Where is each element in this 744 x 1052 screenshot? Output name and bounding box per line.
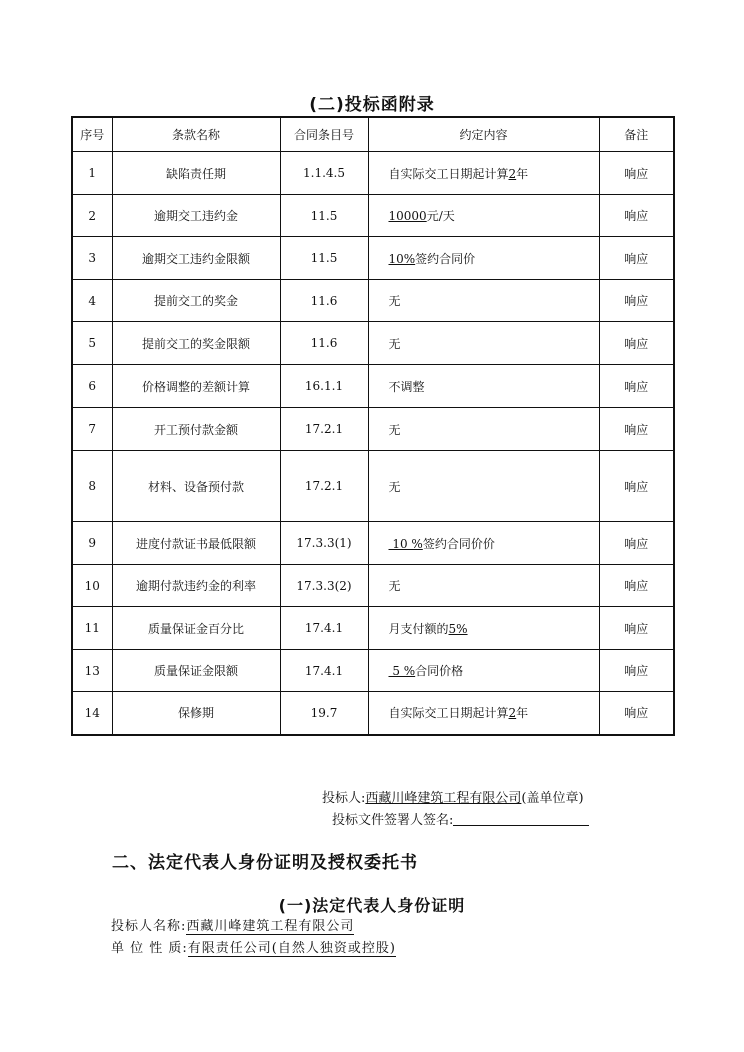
table-row bbox=[72, 565, 674, 607]
row-name: 逾期交工违约金限额 bbox=[112, 237, 280, 280]
row-content bbox=[368, 565, 599, 607]
row-no: 11 bbox=[72, 607, 112, 650]
table-row bbox=[72, 451, 674, 522]
table-row bbox=[72, 280, 674, 322]
content-post: 合同价格 bbox=[415, 664, 464, 678]
signer-line bbox=[322, 810, 589, 832]
row-name: 缺陷责任期 bbox=[112, 152, 280, 195]
table-row bbox=[72, 322, 674, 365]
section-title: 二、法定代表人身份证明及授权委托书 bbox=[112, 853, 418, 873]
content-u: 5 % bbox=[388, 664, 416, 678]
row-name: 价格调整的差额计算 bbox=[112, 365, 280, 408]
table-row bbox=[72, 607, 674, 650]
appendix-table bbox=[71, 116, 675, 736]
row-name: 保修期 bbox=[112, 692, 280, 735]
unit-nature-value: 有限责任公司(自然人独资或控股) bbox=[187, 941, 396, 956]
row-name: 材料、设备预付款 bbox=[112, 451, 280, 522]
content-pre: 无 bbox=[388, 336, 401, 351]
subsection-title: (一)法定代表人身份证明 bbox=[278, 896, 466, 915]
row-name: 提前交工的奖金限额 bbox=[112, 322, 280, 365]
row-no: 1 bbox=[72, 152, 112, 195]
row-no: 14 bbox=[72, 692, 112, 735]
signer-label: 投标文件签署人签名: bbox=[332, 813, 454, 828]
row-content bbox=[368, 237, 599, 280]
header-clause: 合同条目号 bbox=[280, 117, 368, 152]
row-content bbox=[368, 607, 599, 650]
row-remark: 响应 bbox=[599, 365, 674, 408]
row-no: 6 bbox=[72, 365, 112, 408]
row-clause: 17.3.3(1) bbox=[280, 522, 368, 565]
bidder-name-value: 西藏川峰建筑工程有限公司 bbox=[186, 919, 355, 934]
content-u: 2 bbox=[508, 706, 517, 721]
row-clause: 17.4.1 bbox=[280, 650, 368, 692]
signature-block bbox=[322, 788, 589, 832]
row-name: 进度付款证书最低限额 bbox=[112, 522, 280, 565]
row-remark: 响应 bbox=[599, 408, 674, 451]
row-name: 提前交工的奖金 bbox=[112, 280, 280, 322]
row-no: 5 bbox=[72, 322, 112, 365]
row-clause: 11.5 bbox=[280, 237, 368, 280]
bidder-suffix: (盖单位章) bbox=[521, 791, 584, 806]
row-no: 10 bbox=[72, 565, 112, 607]
header-name: 条款名称 bbox=[112, 117, 280, 152]
table-row bbox=[72, 522, 674, 565]
bidder-line bbox=[322, 788, 589, 810]
row-content bbox=[368, 650, 599, 692]
unit-nature-line bbox=[111, 938, 396, 960]
row-remark: 响应 bbox=[599, 152, 674, 195]
content-post: 签约合同价 bbox=[415, 251, 476, 266]
table-row bbox=[72, 237, 674, 280]
row-clause: 11.6 bbox=[280, 322, 368, 365]
header-no: 序号 bbox=[72, 117, 112, 152]
row-remark: 响应 bbox=[599, 451, 674, 522]
content-u: 2 bbox=[508, 166, 517, 181]
table-row bbox=[72, 365, 674, 408]
content-post: 年 bbox=[516, 706, 529, 721]
row-name: 质量保证金百分比 bbox=[112, 607, 280, 650]
row-content bbox=[368, 322, 599, 365]
row-clause: 1.1.4.5 bbox=[280, 152, 368, 195]
row-content bbox=[368, 522, 599, 565]
row-no: 13 bbox=[72, 650, 112, 692]
row-no: 7 bbox=[72, 408, 112, 451]
row-content bbox=[368, 365, 599, 408]
row-remark: 响应 bbox=[599, 280, 674, 322]
bidder-label: 投标人: bbox=[322, 791, 366, 806]
row-clause: 19.7 bbox=[280, 692, 368, 735]
row-clause: 11.6 bbox=[280, 280, 368, 322]
row-content bbox=[368, 195, 599, 237]
row-clause: 16.1.1 bbox=[280, 365, 368, 408]
content-post: 签约合同价价 bbox=[422, 536, 495, 551]
row-name: 逾期交工违约金 bbox=[112, 195, 280, 237]
row-content bbox=[368, 280, 599, 322]
content-pre: 不调整 bbox=[388, 379, 425, 394]
row-remark: 响应 bbox=[599, 650, 674, 692]
info-block bbox=[111, 916, 396, 960]
row-no: 4 bbox=[72, 280, 112, 322]
bidder-name-label: 投标人名称: bbox=[111, 919, 187, 934]
content-pre: 无 bbox=[388, 422, 401, 437]
row-remark: 响应 bbox=[599, 237, 674, 280]
row-remark: 响应 bbox=[599, 692, 674, 735]
row-no: 2 bbox=[72, 195, 112, 237]
row-remark: 响应 bbox=[599, 607, 674, 650]
bidder-name-line bbox=[111, 916, 396, 938]
content-u: 10000 bbox=[388, 209, 427, 223]
table-row bbox=[72, 152, 674, 195]
row-remark: 响应 bbox=[599, 565, 674, 607]
unit-nature-label: 单 位 性 质: bbox=[111, 941, 188, 956]
row-remark: 响应 bbox=[599, 195, 674, 237]
row-remark: 响应 bbox=[599, 522, 674, 565]
row-clause: 17.2.1 bbox=[280, 451, 368, 522]
table-row bbox=[72, 692, 674, 735]
content-u: 5% bbox=[448, 621, 468, 636]
header-content: 约定内容 bbox=[368, 117, 599, 152]
table-row bbox=[72, 195, 674, 237]
row-clause: 17.4.1 bbox=[280, 607, 368, 650]
row-no: 8 bbox=[72, 451, 112, 522]
content-pre: 无 bbox=[388, 294, 401, 308]
bidder-value: 西藏川峰建筑工程有限公司 bbox=[365, 791, 522, 806]
row-clause: 17.3.3(2) bbox=[280, 565, 368, 607]
content-post: 元/天 bbox=[426, 209, 455, 223]
content-u: 10% bbox=[388, 251, 416, 266]
content-pre: 月支付额的 bbox=[388, 621, 449, 636]
appendix-title: (二)投标函附录 bbox=[309, 95, 435, 115]
row-name: 开工预付款金额 bbox=[112, 408, 280, 451]
row-name: 质量保证金限额 bbox=[112, 650, 280, 692]
row-clause: 17.2.1 bbox=[280, 408, 368, 451]
row-content bbox=[368, 408, 599, 451]
table-row bbox=[72, 408, 674, 451]
content-pre: 自实际交工日期起计算 bbox=[388, 706, 509, 721]
content-post: 年 bbox=[516, 166, 529, 181]
row-content bbox=[368, 692, 599, 735]
row-content bbox=[368, 451, 599, 522]
table-row bbox=[72, 650, 674, 692]
content-pre: 自实际交工日期起计算 bbox=[388, 166, 509, 181]
row-content bbox=[368, 152, 599, 195]
content-pre: 无 bbox=[388, 579, 401, 593]
content-u: 10 % bbox=[388, 536, 423, 551]
content-pre: 无 bbox=[388, 479, 401, 494]
row-name: 逾期付款违约金的利率 bbox=[112, 565, 280, 607]
signature-blank[interactable] bbox=[453, 810, 589, 826]
header-remark: 备注 bbox=[599, 117, 674, 152]
table-header-row bbox=[72, 117, 674, 152]
row-remark: 响应 bbox=[599, 322, 674, 365]
row-clause: 11.5 bbox=[280, 195, 368, 237]
row-no: 9 bbox=[72, 522, 112, 565]
row-no: 3 bbox=[72, 237, 112, 280]
